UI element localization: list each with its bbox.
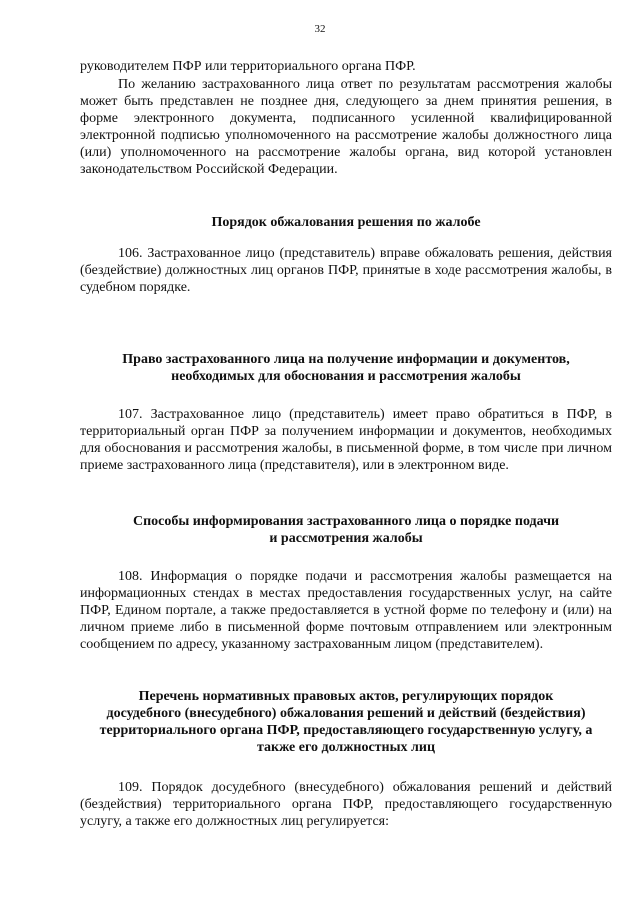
paragraph-text: По желанию застрахованного лица ответ по результатам рассмотрения жалобы может быть представлен не позднее дня, следующего за днем принятия решения, в форме электронного документа, подписанного усиленной квалифицированной электронной подписью уполномоченного на рассмотрение жалобы должностного лица (или) уполномоченного на рассмотрение жалобы органа, вид которой установлен законодательством Российской Федерации. (80, 77, 612, 177)
paragraph-electronic-answer (80, 76, 612, 178)
paragraph-text: руководителем ПФР или территориального органа ПФР. (80, 59, 416, 74)
paragraph-107 (80, 406, 612, 474)
heading-line: Способы информирования застрахованного лица о порядке подачи (132, 514, 560, 529)
paragraph-109 (80, 779, 612, 830)
paragraph-text: 109. Порядок досудебного (внесудебного) обжалования решений и действий (бездействия) территориального органа ПФР, предоставляющего государственную услугу, а также его должностных лиц регулируется: (80, 780, 612, 829)
heading-line: и рассмотрения жалобы (269, 531, 423, 546)
heading-line: необходимых для обоснования и рассмотрения жалобы (171, 369, 521, 384)
paragraph-108 (80, 568, 612, 653)
heading-information-rights (80, 351, 612, 385)
paragraph-106 (80, 245, 612, 296)
paragraph-text: 106. Застрахованное лицо (представитель) вправе обжаловать решения, действия (бездействие) должностных лиц органов ПФР, принятые в ходе рассмотрения жалобы, в судебном порядке. (80, 246, 612, 295)
paragraph-intro-tail (80, 58, 612, 75)
heading-line: Порядок обжалования решения по жалобе (211, 215, 481, 230)
heading-line: территориального органа ПФР, предоставляющего государственную услугу, а (99, 723, 593, 738)
page-number: 32 (314, 23, 326, 35)
heading-line: Право застрахованного лица на получение информации и документов, (122, 352, 570, 367)
heading-informing-methods (80, 513, 612, 547)
heading-appeal-order (80, 214, 612, 231)
heading-line: Перечень нормативных правовых актов, регулирующих порядок (138, 689, 554, 704)
paragraph-text: 108. Информация о порядке подачи и рассмотрения жалобы размещается на информационных стендах в местах предоставления государственных услуг, на сайте ПФР, Едином портале, а также предоставляется в устной форме по телефону и (или) на личном приеме либо в письменной форме почтовым отправлением или электронным сообщением по адресу, указанному застрахованным лицом (представителем). (80, 569, 612, 652)
paragraph-text: 107. Застрахованное лицо (представитель) имеет право обратиться в ПФР, в территориальный орган ПФР за получением информации и документов, необходимых для обоснования и рассмотрения жалобы, в письменной форме, в том числе при личном приеме застрахованного лица (представителя), или в электронном виде. (80, 407, 612, 473)
heading-line: досудебного (внесудебного) обжалования решений и действий (бездействия) (106, 706, 586, 721)
heading-line: также его должностных лиц (256, 740, 436, 755)
heading-legal-acts-list (80, 688, 612, 756)
